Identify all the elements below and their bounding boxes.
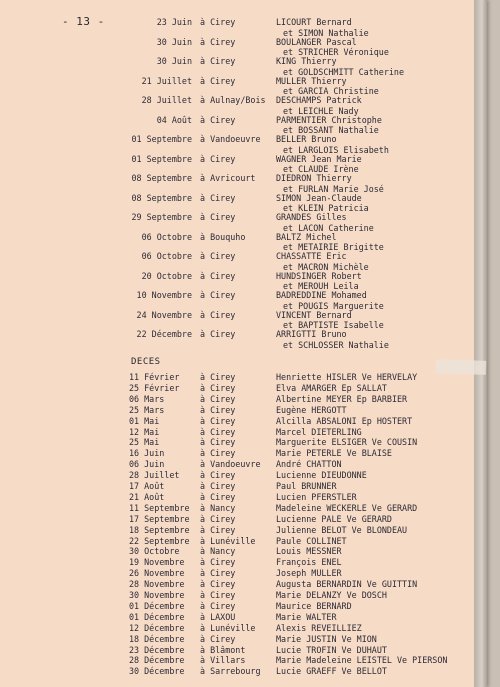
marriage-date: 30 Juin <box>156 56 192 66</box>
death-place: à Cirey <box>200 524 236 535</box>
death-date: 28 Novembre <box>129 579 185 590</box>
marriage-date: 22 Décembre <box>136 329 192 339</box>
marriage-date: 08 Septembre <box>131 192 192 203</box>
page-number: - 13 - <box>62 15 105 28</box>
death-date: 06 Mars <box>129 393 165 404</box>
marriage-date: 20 Octobre <box>141 270 192 281</box>
marriage-date: 28 Juillet <box>141 95 192 105</box>
death-entry <box>0 645 487 656</box>
marriage-entry <box>0 76 487 97</box>
bride-name: et BAPTISTE Isabelle <box>283 320 384 330</box>
death-entry <box>0 416 487 427</box>
marriage-entry <box>0 271 487 292</box>
death-date: 01 Mai <box>129 415 160 426</box>
groom-name: ARRIGTTI Bruno <box>276 329 347 339</box>
marriage-place: à Cirey <box>200 192 236 203</box>
death-entry <box>0 590 487 601</box>
death-place: à Cirey <box>200 448 236 459</box>
deceased-name: Lucien PFERSTLER <box>276 491 357 502</box>
death-date: 25 Février <box>129 382 180 393</box>
marriage-place: à Vandoeuvre <box>200 134 261 144</box>
death-date: 21 Août <box>129 491 165 502</box>
marriage-date: 10 Novembre <box>136 290 192 300</box>
death-entry <box>0 666 487 677</box>
death-place: à Cirey <box>200 426 236 437</box>
bride-name: et LACON Catherine <box>283 222 374 233</box>
bride-name: et BOSSANT Nathalie <box>283 125 379 135</box>
death-date: 18 Septembre <box>129 524 190 535</box>
death-entry <box>0 579 487 590</box>
death-place: à Cirey <box>200 590 236 600</box>
marriage-date: 01 Septembre <box>131 153 192 164</box>
death-entry <box>0 514 487 525</box>
death-entry <box>0 437 487 448</box>
marriage-place: à Cirey <box>200 56 236 66</box>
deceased-name: Marie WALTER <box>276 611 337 622</box>
bride-name: et MEROUH Leila <box>283 281 359 291</box>
marriage-place: à Cirey <box>200 36 236 47</box>
death-place: à Cirey <box>200 393 236 404</box>
bride-name: et KLEIN Patricia <box>283 203 369 213</box>
deceased-name: Maurice BERNARD <box>276 600 352 611</box>
death-date: 17 Septembre <box>129 513 190 524</box>
death-entry <box>0 492 487 503</box>
groom-name: BOULANGER Pascal <box>276 36 357 47</box>
death-date: 22 Septembre <box>129 535 190 546</box>
groom-name: CHASSATTE Eric <box>276 251 347 261</box>
death-place: à Villars <box>200 655 246 666</box>
deceased-name: Lucie GRAEFF Ve BELLOT <box>276 666 387 677</box>
death-entry <box>0 546 487 557</box>
groom-name: VINCENT Bernard <box>276 309 352 320</box>
marriage-entry <box>0 310 487 331</box>
marriage-place: à Cirey <box>200 153 236 164</box>
marriage-place: à Cirey <box>200 17 236 27</box>
groom-name: DIEDRON Thierry <box>276 173 352 183</box>
bride-name: et CLAUDE Irène <box>283 164 359 174</box>
marriage-entry <box>0 95 487 116</box>
marriage-entry <box>0 115 487 136</box>
deceased-name: Alexis REVEILLIEZ <box>276 622 362 633</box>
groom-name: PARMENTIER Christophe <box>276 114 382 125</box>
deceased-name: François ENEL <box>276 557 342 568</box>
death-place: à Cirey <box>200 491 236 502</box>
death-place: à Cirey <box>200 557 236 568</box>
death-entry <box>0 536 487 547</box>
marriage-entry <box>0 56 487 77</box>
death-entry <box>0 481 487 492</box>
marriage-entry <box>0 290 487 311</box>
death-place: à Lunéville <box>200 622 256 633</box>
death-place: à Blâmont <box>200 644 246 655</box>
deceased-name: André CHATTON <box>276 459 342 470</box>
marriage-date: 23 Juin <box>156 17 192 27</box>
death-entry <box>0 470 487 481</box>
death-place: à Lunéville <box>200 535 256 546</box>
marriage-place: à Bouquho <box>200 231 246 242</box>
death-entry <box>0 459 487 470</box>
marriage-place: à Cirey <box>200 309 236 320</box>
marriage-entry <box>0 154 487 175</box>
death-place: à Cirey <box>200 404 236 415</box>
death-place: à Cirey <box>200 481 236 491</box>
bride-name: et LEICHLE Nady <box>283 105 359 116</box>
death-place: à Cirey <box>200 415 236 426</box>
death-place: à Cirey <box>200 382 236 393</box>
groom-name: MULLER Thierry <box>276 75 347 86</box>
deceased-name: Marie DELANZY Ve DOSCH <box>276 590 387 600</box>
death-place: à Nancy <box>200 546 236 557</box>
marriage-date: 29 Septembre <box>131 212 192 222</box>
death-date: 01 Décembre <box>129 600 185 611</box>
death-place: à Cirey <box>200 600 236 611</box>
death-place: à Cirey <box>200 513 236 524</box>
death-entry <box>0 655 487 666</box>
marriage-place: à Aulnay/Bois <box>200 95 266 105</box>
bride-name: et LARGLOIS Elisabeth <box>283 144 389 155</box>
marriage-entry <box>0 17 487 38</box>
bride-name: et FURLAN Marie José <box>283 183 384 194</box>
death-entry <box>0 448 487 459</box>
bride-name: et POUGIS Marguerite <box>283 300 384 311</box>
groom-name: DESCHAMPS Patrick <box>276 95 362 105</box>
marriage-place: à Cirey <box>200 75 236 86</box>
death-date: 25 Mai <box>129 437 160 448</box>
groom-name: BADREDDINE Mohamed <box>276 290 367 300</box>
groom-name: SIMON Jean-Claude <box>276 192 362 203</box>
marriage-date: 06 Octobre <box>141 231 192 242</box>
death-place: à Sarrebourg <box>200 666 261 677</box>
marriage-date: 06 Octobre <box>141 251 192 261</box>
deceased-name: Paul BRUNNER <box>276 481 337 491</box>
death-entry <box>0 557 487 568</box>
marriage-entry <box>0 173 487 194</box>
deceased-name: Madeleine WECKERLE Ve GERARD <box>276 502 418 513</box>
bride-name: et SIMON Nathalie <box>283 27 369 38</box>
death-entry <box>0 623 487 634</box>
groom-name: BELLER Bruno <box>276 134 337 144</box>
page-edge <box>474 0 487 687</box>
deceased-name: Julienne BELOT Ve BLONDEAU <box>276 524 408 535</box>
deceased-name: Augusta BERNARDIN Ve GUITTIN <box>276 579 418 590</box>
death-entry <box>0 405 487 416</box>
death-date: 28 Juillet <box>129 470 180 481</box>
death-date: 28 Décembre <box>129 655 185 666</box>
deceased-name: Louis MESSNER <box>276 546 342 557</box>
marriage-entry <box>0 134 487 155</box>
marriage-place: à Avricourt <box>200 173 256 183</box>
death-entry <box>0 372 487 383</box>
deceased-name: Marie Madeleine LEISTEL Ve PIERSON <box>276 655 448 666</box>
marriage-place: à Cirey <box>200 329 236 339</box>
marriage-date: 01 Septembre <box>131 134 192 144</box>
death-place: à Cirey <box>200 437 236 448</box>
groom-name: BALTZ Michel <box>276 231 337 242</box>
marriage-date: 30 Juin <box>156 36 192 47</box>
death-place: à Cirey <box>200 633 236 644</box>
marriage-entry <box>0 251 487 272</box>
marriage-entry <box>0 329 487 350</box>
marriage-entry <box>0 212 487 233</box>
bride-name: et STRICHER Véronique <box>283 47 389 57</box>
groom-name: LICOURT Bernard <box>276 17 352 27</box>
death-place: à Cirey <box>200 470 236 481</box>
deceased-name: Marcel DIETERLING <box>276 426 362 437</box>
death-date: 16 Juin <box>129 448 165 459</box>
marriage-entry <box>0 193 487 214</box>
marriage-place: à Cirey <box>200 212 236 222</box>
death-place: à Nancy <box>200 502 236 513</box>
death-entry <box>0 601 487 612</box>
deceased-name: Marguerite ELSIGER Ve COUSIN <box>276 437 418 448</box>
groom-name: WAGNER Jean Marie <box>276 153 362 164</box>
death-date: 06 Juin <box>129 459 165 470</box>
death-date: 30 Novembre <box>129 590 185 600</box>
marriage-date: 04 Août <box>156 114 192 125</box>
bride-name: et GARCIA Christine <box>283 86 379 96</box>
death-entry <box>0 394 487 405</box>
death-entry <box>0 383 487 394</box>
tape-strip <box>436 359 486 375</box>
death-date: 25 Mars <box>129 404 165 415</box>
deceased-name: Lucienne PALE Ve GERARD <box>276 513 392 524</box>
death-date: 11 Septembre <box>129 502 190 513</box>
deceased-name: Elva AMARGER Ep SALLAT <box>276 382 387 393</box>
death-date: 11 Février <box>129 372 180 382</box>
marriage-place: à Cirey <box>200 251 236 261</box>
deceased-name: Paule COLLINET <box>276 535 347 546</box>
bride-name: et GOLDSCHMITT Catherine <box>283 66 405 77</box>
marriage-date: 08 Septembre <box>131 173 192 183</box>
death-date: 30 Octobre <box>129 546 180 557</box>
deceased-name: Marie PETERLE Ve BLAISE <box>276 448 392 459</box>
death-date: 12 Décembre <box>129 622 185 633</box>
death-place: à LAXOU <box>200 611 236 622</box>
marriage-place: à Cirey <box>200 290 236 300</box>
death-entry <box>0 612 487 623</box>
death-entry <box>0 503 487 514</box>
death-place: à Vandoeuvre <box>200 459 261 470</box>
death-date: 26 Novembre <box>129 568 185 579</box>
marriage-date: 24 Novembre <box>136 309 192 320</box>
death-entry <box>0 568 487 579</box>
groom-name: GRANDES Gilles <box>276 212 347 222</box>
deaths-header: DECES <box>131 357 161 367</box>
death-place: à Cirey <box>200 568 236 579</box>
marriage-entry <box>0 232 487 253</box>
death-date: 30 Décembre <box>129 666 185 677</box>
death-date: 17 Août <box>129 481 165 491</box>
groom-name: KING Thierry <box>276 56 337 66</box>
bride-name: et SCHLOSSER Nathalie <box>283 339 389 350</box>
death-date: 19 Novembre <box>129 557 185 568</box>
groom-name: HUNDSINGER Robert <box>276 270 362 281</box>
deceased-name: Marie JUSTIN Ve MION <box>276 633 377 644</box>
bride-name: et METAIRIE Brigitte <box>283 242 384 252</box>
death-place: à Cirey <box>200 372 236 382</box>
marriage-place: à Cirey <box>200 114 236 125</box>
death-date: 12 Mai <box>129 426 160 437</box>
marriage-date: 21 Juillet <box>141 75 192 86</box>
death-date: 23 Décembre <box>129 644 185 655</box>
marriage-place: à Cirey <box>200 270 236 281</box>
death-entry <box>0 634 487 645</box>
death-place: à Cirey <box>200 579 236 590</box>
deceased-name: Joseph MULLER <box>276 568 342 579</box>
death-entry <box>0 525 487 536</box>
deceased-name: Lucie TROFIN Ve DUHAUT <box>276 644 387 655</box>
deceased-name: Lucienne DIEUDONNE <box>276 470 367 481</box>
deceased-name: Henriette HISLER Ve HERVELAY <box>276 372 418 382</box>
deceased-name: Alcilla ABSALONI Ep HOSTERT <box>276 415 413 426</box>
marriage-entry <box>0 37 487 58</box>
deceased-name: Eugène HERGOTT <box>276 404 347 415</box>
death-date: 18 Décembre <box>129 633 185 644</box>
deceased-name: Albertine MEYER Ep BARBIER <box>276 393 408 404</box>
death-entry <box>0 427 487 438</box>
death-date: 01 Décembre <box>129 611 185 622</box>
bride-name: et MACRON Michèle <box>283 261 369 272</box>
